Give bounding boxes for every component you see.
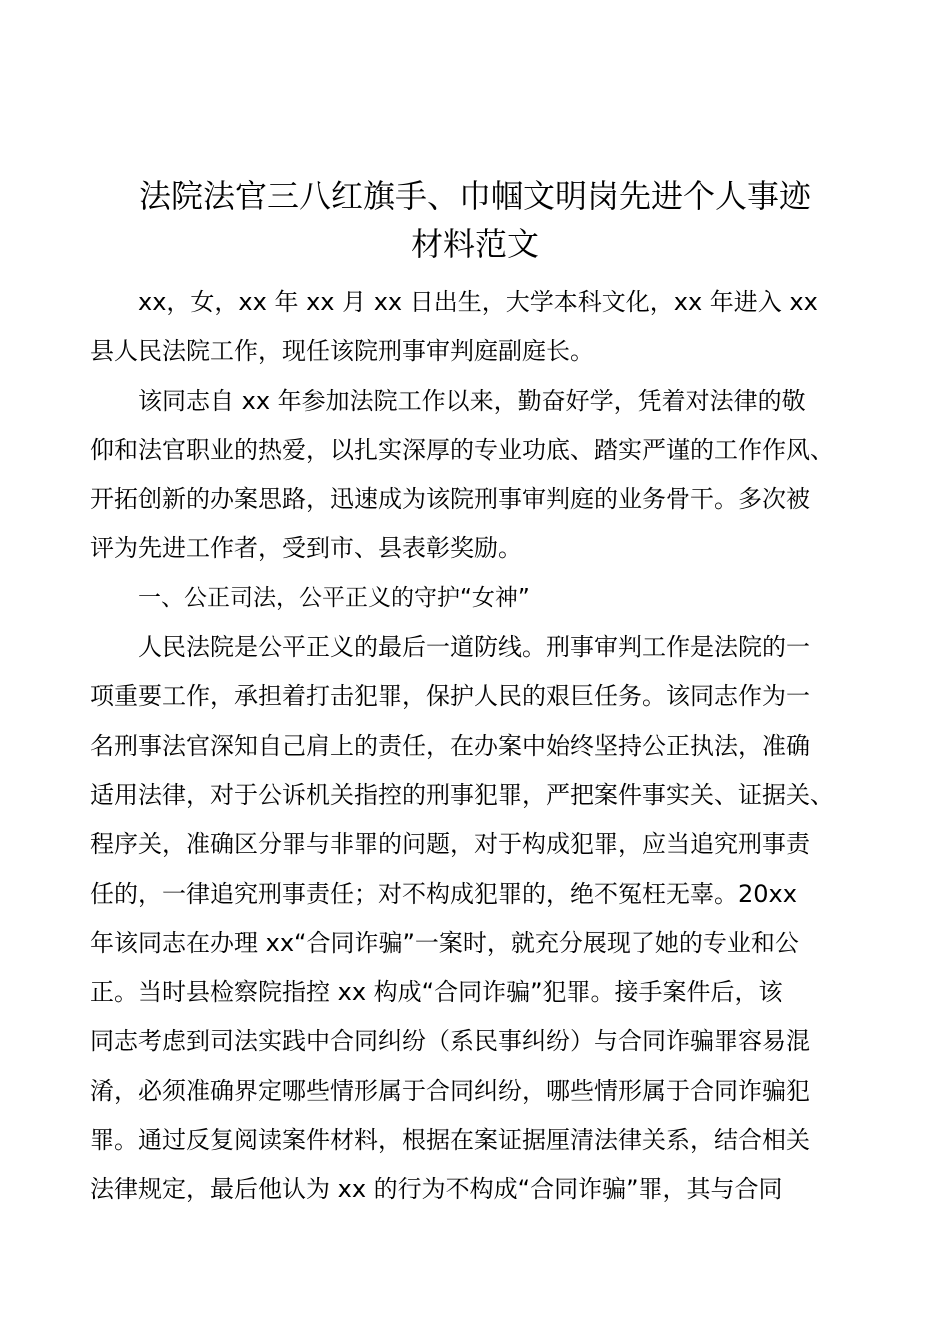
body-text-line: 该同志自 xx 年参加法院工作以来，勤奋好学，凭着对法律的敬 xyxy=(138,386,806,415)
body-text-line: 罪。通过反复阅读案件材料，根据在案证据厘清法律关系，结合相关 xyxy=(90,1126,810,1155)
body-text-line: 任的，一律追究刑事责任；对不构成犯罪的，绝不冤枉无辜。20xx xyxy=(90,879,797,908)
body-text-line: 项重要工作，承担着打击犯罪，保护人民的艰巨任务。该同志作为一 xyxy=(90,682,810,711)
body-text-line: 适用法律，对于公诉机关指控的刑事犯罪，严把案件事实关、证据关、 xyxy=(90,780,834,809)
body-text-line: 年该同志在办理 xx“合同诈骗”一案时，就充分展现了她的专业和公 xyxy=(90,928,799,957)
body-text-line: 程序关，准确区分罪与非罪的问题，对于构成犯罪，应当追究刑事责 xyxy=(90,830,810,859)
body-text-line: 评为先进工作者，受到市、县表彰奖励。 xyxy=(90,534,522,563)
title-line-2: 材料范文 xyxy=(410,225,539,263)
document-body xyxy=(90,278,870,1215)
body-text-line: 正。当时县检察院指控 xx 构成“合同诈骗”犯罪。接手案件后，该 xyxy=(90,978,783,1007)
body-text-line: 人民法院是公平正义的最后一道防线。刑事审判工作是法院的一 xyxy=(138,633,810,662)
title-line-1: 法院法官三八红旗手、巾帼文明岗先进个人事迹 xyxy=(138,177,811,215)
body-text-line: 淆，必须准确界定哪些情形属于合同纠纷，哪些情形属于合同诈骗犯 xyxy=(90,1076,810,1105)
body-text-line: 同志考虑到司法实践中合同纠纷（系民事纠纷）与合同诈骗罪容易混 xyxy=(90,1027,810,1056)
body-text-line: 县人民法院工作，现任该院刑事审判庭副庭长。 xyxy=(90,337,594,366)
body-text-line: 名刑事法官深知自己肩上的责任，在办案中始终坚持公正执法，准确 xyxy=(90,731,810,760)
body-text-line: xx，女，xx 年 xx 月 xx 日出生，大学本科文化，xx 年进入 xx xyxy=(138,288,818,316)
body-text-line: 法律规定，最后他认为 xx 的行为不构成“合同诈骗”罪，其与合同 xyxy=(90,1175,783,1204)
document-title xyxy=(90,176,860,264)
body-text-line: 开拓创新的办案思路，迅速成为该院刑事审判庭的业务骨干。多次被 xyxy=(90,485,810,514)
section-heading: 一、公正司法，公平正义的守护“女神” xyxy=(138,584,530,611)
body-text-line: 仰和法官职业的热爱，以扎实深厚的专业功底、踏实严谨的工作作风、 xyxy=(90,435,834,464)
